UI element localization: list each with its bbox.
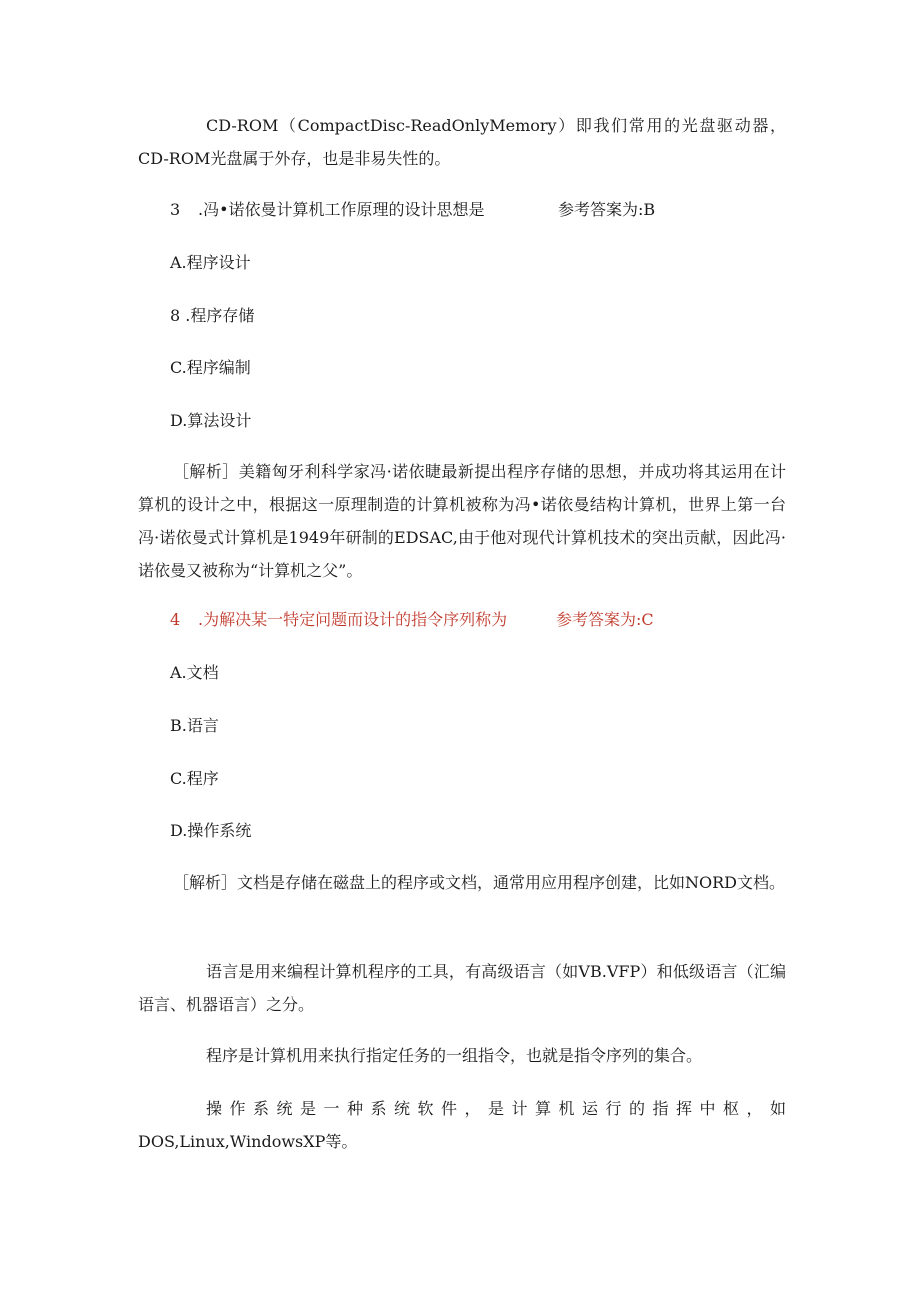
- question-4-text: .为解决某一特定问题而设计的指令序列称为: [198, 610, 508, 629]
- question-4-option-a: A.文档: [170, 663, 219, 682]
- intro-paragraph: CD-ROM（CompactDisc-ReadOnlyMemory）即我们常用的光盘驱动器，CD-ROM光盘属于外存，也是非易失性的。: [138, 116, 786, 168]
- question-3: [170, 198, 656, 222]
- explanation-program: 程序是计算机用来执行指定任务的一组指令，也就是指令序列的集合。: [206, 1046, 703, 1065]
- question-3-number: 3: [170, 200, 181, 219]
- explanation-language: 语言是用来编程计算机程序的工具，有高级语言（如VB.VFP）和低级语言（汇编语言、机器语言）之分。: [138, 962, 786, 1014]
- question-4-analysis: ［解析］文档是存储在磁盘上的程序或文档，通常用应用程序创建，比如NORD文档。: [173, 873, 785, 892]
- question-4-number: 4: [170, 610, 181, 629]
- question-3-answer: 参考答案为:B: [558, 200, 656, 219]
- question-3-option-b: 8 .程序存储: [170, 306, 255, 325]
- question-4-answer: 参考答案为:C: [556, 610, 654, 629]
- question-3-text: .冯•诺依曼计算机工作原理的设计思想是: [198, 200, 485, 219]
- explanation-os: 操作系统是一种系统软件，是计算机运行的指挥中枢，如DOS,Linux,WindowsXP等。: [138, 1099, 786, 1151]
- question-3-analysis: ［解析］美籍匈牙利科学家冯·诺依睫最新提出程序存储的思想，并成功将其运用在计算机的设计之中，根据这一原理制造的计算机被称为冯•诺依曼结构计算机，世界上第一台冯·诺依曼式计算机是1949年研制的EDSAC,由于他对现代计算机技术的突出贡献，因此冯·诺依曼又被称为“计算机之父”。: [138, 462, 786, 580]
- question-4-option-c: C.程序: [170, 769, 219, 788]
- question-4-option-d: D.操作系统: [170, 821, 252, 840]
- question-4: [170, 608, 654, 632]
- question-3-option-d: D.算法设计: [170, 411, 252, 430]
- question-3-option-a: A.程序设计: [170, 253, 251, 272]
- question-4-option-b: B.语言: [170, 716, 219, 735]
- question-3-option-c: C.程序编制: [170, 358, 251, 377]
